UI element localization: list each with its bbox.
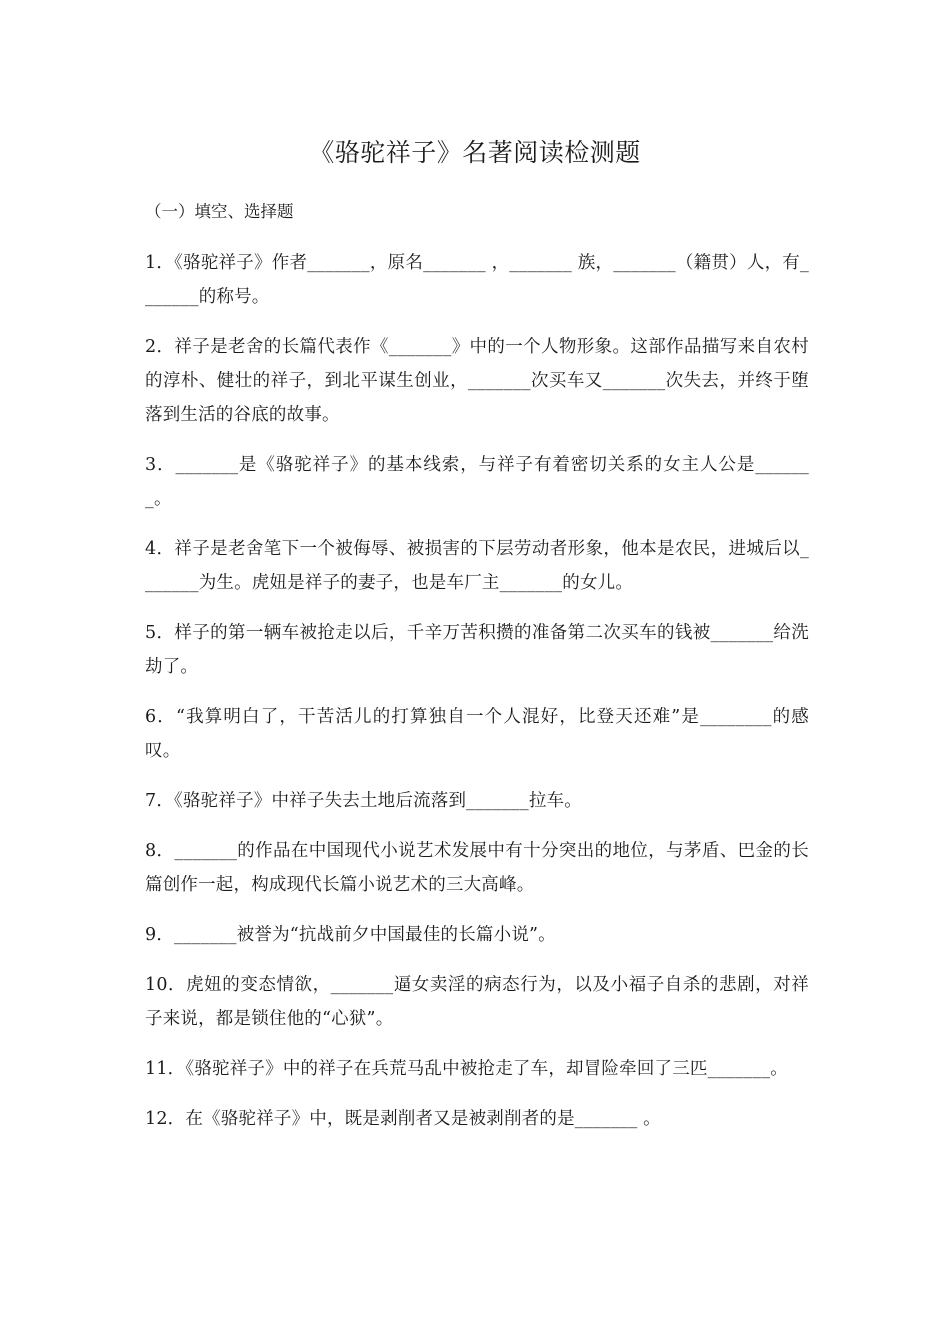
question-10: 10．虎妞的变态情欲，_______逼女卖淫的病态行为，以及小福子自杀的悲剧，对祥子来说，都是锁住他的“心狱”。 bbox=[145, 975, 809, 1029]
question-9: 9．_______被誉为“抗战前夕中国最佳的长篇小说”。 bbox=[145, 925, 556, 945]
question-4: 4．祥子是老舍笔下一个被侮辱、被损害的下层劳动者形象，他本是农民，进城后以_______为生。虎妞是祥子的妻子，也是车厂主_______的女儿。 bbox=[145, 539, 809, 593]
question-7: 7．《骆驼祥子》中祥子失去土地后流落到_______拉车。 bbox=[145, 791, 582, 811]
question-3: 3．_______是《骆驼祥子》的基本线索，与祥子有着密切关系的女主人公是_______。 bbox=[145, 455, 809, 509]
question-11: 11．《骆驼祥子》中的祥子在兵荒马乱中被抢走了车，却冒险牵回了三匹_______。 bbox=[145, 1059, 788, 1079]
question-1: 1．《骆驼祥子》作者_______，原名_______ ，_______ 族，_______（籍贯）人，有_______的称号。 bbox=[145, 253, 809, 307]
section-heading: （一）填空、选择题 bbox=[145, 202, 294, 221]
question-8: 8．_______的作品在中国现代小说艺术发展中有十分突出的地位，与茅盾、巴金的长篇创作一起，构成现代长篇小说艺术的三大高峰。 bbox=[145, 841, 809, 895]
question-2: 2．祥子是老舍的长篇代表作《_______》中的一个人物形象。这部作品描写来自农村的淳朴、健壮的祥子，到北平谋生创业，_______次买车又_______次失去，并终于堕落到生活的谷底的故事。 bbox=[145, 337, 809, 425]
question-6: 6．“我算明白了，干苦活儿的打算独自一个人混好，比登天还难”是________的感叹。 bbox=[145, 707, 809, 761]
question-5: 5．样子的第一辆车被抢走以后，千辛万苦积攒的准备第二次买车的钱被_______给洗劫了。 bbox=[145, 623, 809, 677]
question-12: 12．在《骆驼祥子》中，既是剥削者又是被剥削者的是_______ 。 bbox=[145, 1109, 661, 1129]
question-list bbox=[145, 246, 809, 1152]
document-title: 《骆驼祥子》名著阅读检测题 bbox=[309, 138, 641, 167]
